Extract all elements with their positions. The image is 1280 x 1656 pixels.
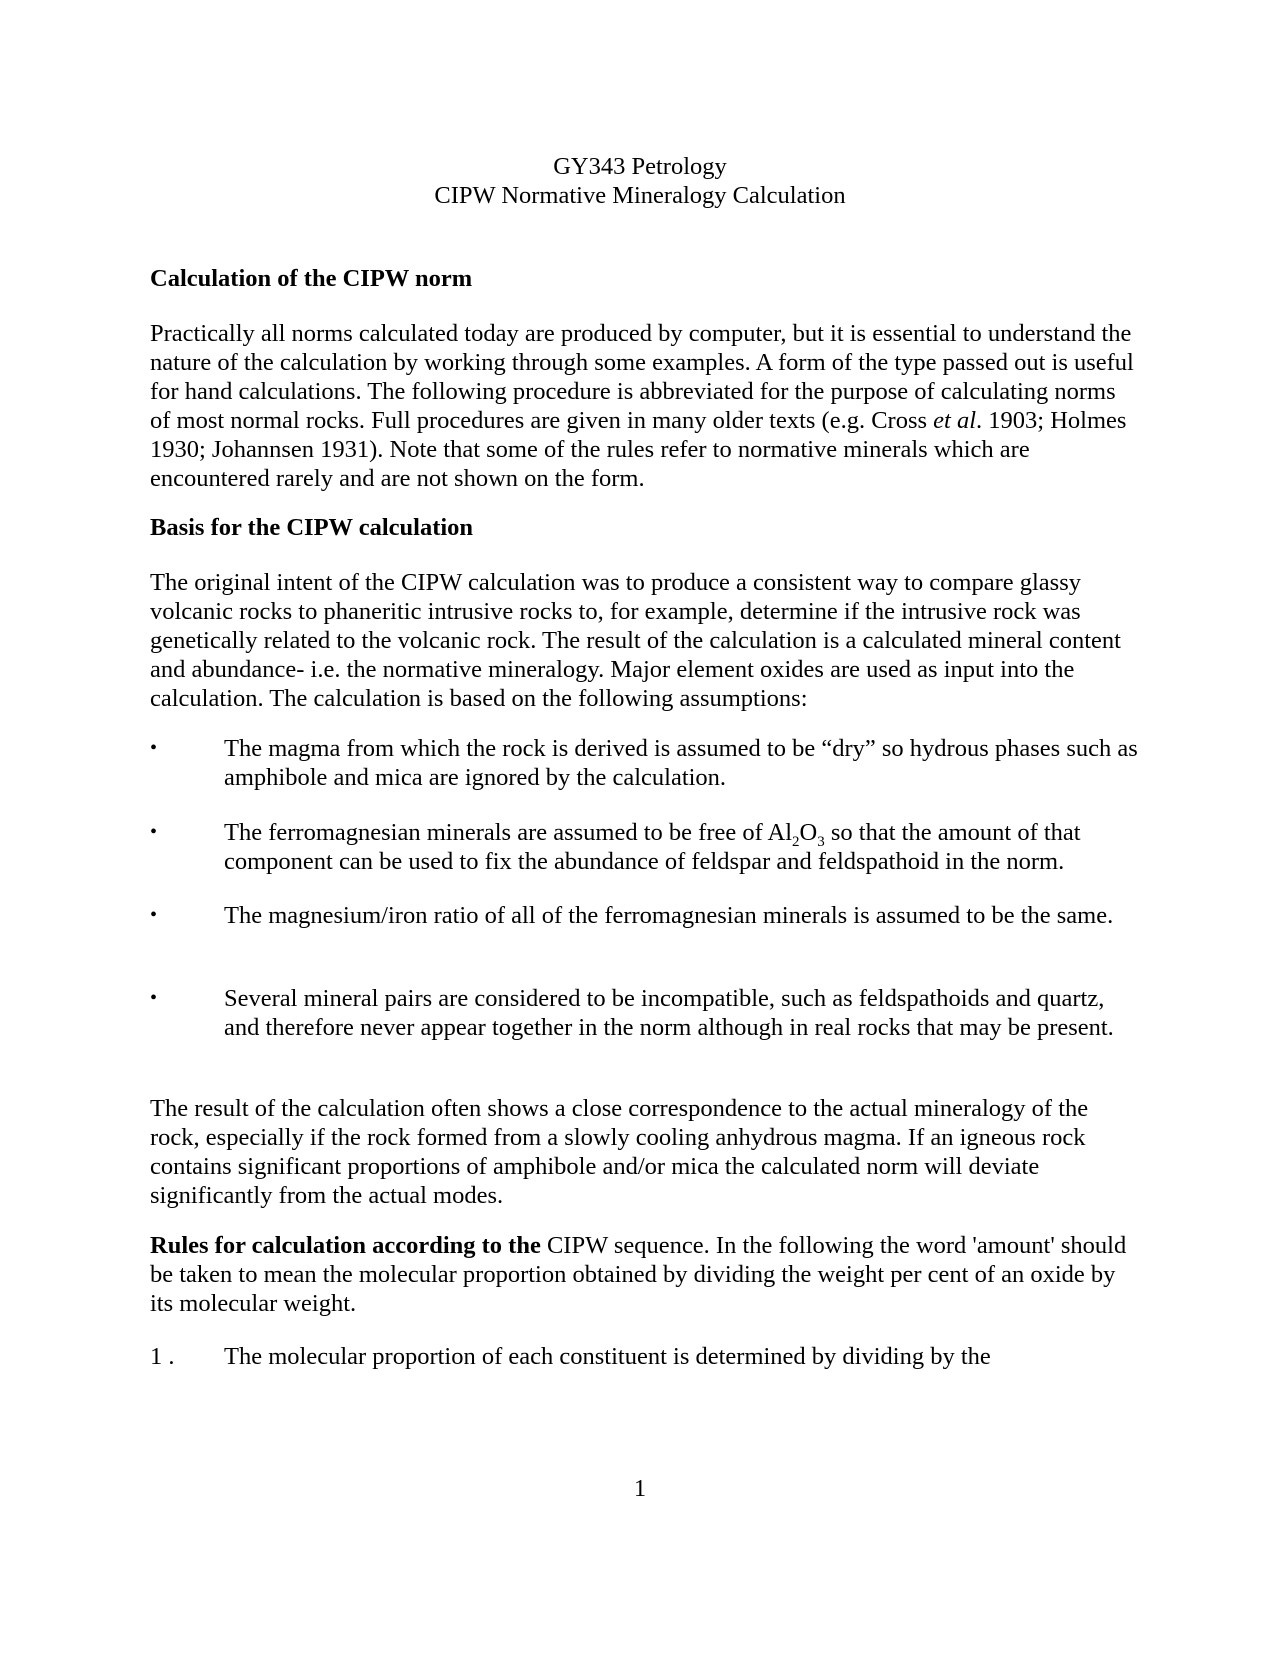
bullet-text: Several mineral pairs are considered to be incompatible, such as feldspathoids and quartz, and therefore never appear together in the norm although in real rocks that may be present. [224, 985, 1114, 1041]
intro-paragraph [150, 319, 1135, 493]
bullet-icon: • [150, 904, 158, 926]
intro-text-part1: Practically all norms calculated today are produced by computer, but it is essential to understand the nature of the calculation by working through some examples. A form of the type passed out is useful for hand calculations. The following procedure is abbreviated for the purpose of calculating norms of most normal rocks. Full procedures are given in many older texts (e.g. Cross [150, 320, 1134, 434]
intro-italic-et-al: et al [933, 407, 977, 434]
result-paragraph: The result of the calculation often shows a close correspondence to the actual mineralogy of the rock, especially if the rock formed from a slowly cooling anhydrous magma. If an igneous rock contains significant proportions of amphibole and/or mica the calculated norm will deviate significantly from the actual modes. [150, 1095, 1089, 1209]
rules-heading: Rules for calculation according to the [150, 1232, 541, 1259]
subscript: 3 [817, 834, 825, 850]
rules-text: CIPW sequence. In the following the word 'amount' should be taken to mean the molecular proportion obtained by dividing the weight per cent of an oxide by its molecular weight. [150, 1232, 1127, 1317]
section-heading-basis: Basis for the CIPW calculation [150, 514, 474, 541]
bullet-text: The magnesium/iron ratio of all of the ferromagnesian minerals is assumed to be the same. [224, 902, 1114, 929]
bullet-text [224, 818, 1144, 876]
bullet-text-part: The ferromagnesian minerals are assumed to be free of Al [224, 819, 793, 846]
basis-paragraph: The original intent of the CIPW calculation was to produce a consistent way to compare glassy volcanic rocks to phaneritic intrusive rocks to, for example, determine if the intrusive rock was genetically related to the volcanic rock. The result of the calculation is a calculated mineral content and abundance- i.e. the normative mineralogy. Major element oxides are used as input into the calculation. The calculation is based on the following assumptions: [150, 569, 1121, 712]
bullet-icon: • [150, 821, 158, 843]
rule-text-1: The molecular proportion of each constituent is determined by dividing by the [224, 1343, 991, 1370]
bullet-text-part: O [799, 819, 818, 846]
section-heading-calculation: Calculation of the CIPW norm [150, 265, 473, 292]
bullet-text: The magma from which the rock is derived is assumed to be “dry” so hydrous phases such as amphibole and mica are ignored by the calculation. [224, 735, 1138, 791]
page-number: 1 [633, 1475, 647, 1502]
course-title: GY343 Petrology [553, 153, 727, 180]
bullet-text-part: so that the amount of that component can be used to fix the abundance of feldspar and feldspathoid in the norm. [224, 819, 1081, 875]
intro-text-part2: . 1903; Holmes 1930; Johannsen 1931). Note that some of the rules refer to normative minerals which are encountered rarely and are not shown on the form. [150, 407, 1127, 492]
rule-number-1: 1 . [150, 1343, 175, 1370]
rules-paragraph [150, 1231, 1135, 1318]
subscript: 2 [792, 834, 800, 850]
document-subtitle: CIPW Normative Mineralogy Calculation [434, 182, 846, 209]
bullet-icon: • [150, 737, 158, 759]
bullet-icon: • [150, 987, 158, 1009]
